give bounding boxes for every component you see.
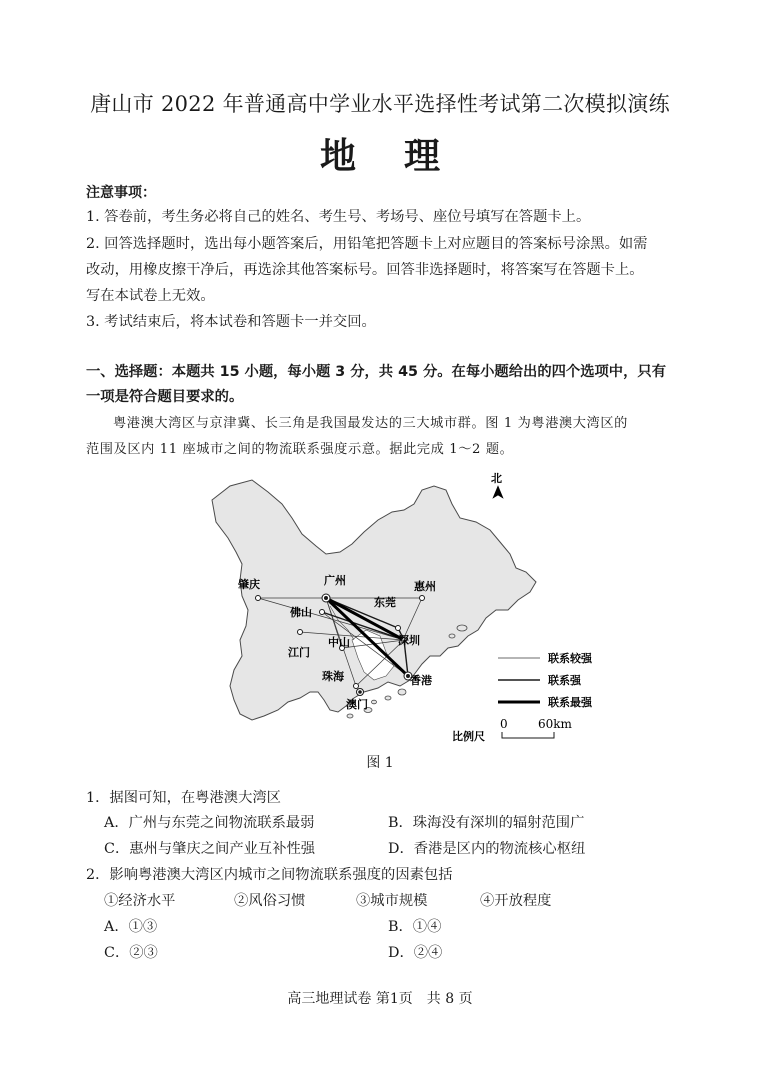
label-zhuhai: 珠海 [322,670,344,683]
label-huizhou: 惠州 [414,580,436,593]
intro-line-2: 范围及区内 11 座城市之间的物流联系强度示意。据此完成 1～2 题。 [86,442,514,457]
intro-line-1: 粤港澳大湾区与京津冀、长三角是我国最发达的三大城市群。图 1 为粤港澳大湾区的 [113,416,628,431]
q1-option-d: D．香港是区内的物流核心枢纽 [388,841,586,857]
label-foshan: 佛山 [290,606,312,619]
marker-huizhou [420,596,425,601]
label-macau: 澳门 [346,698,368,711]
gba-logistics-map [190,460,610,750]
q1-option-c: C．惠州与肇庆之间产业互补性强 [104,841,316,857]
marker-foshan [320,610,325,615]
q2-item-1: ①经济水平 [104,893,176,909]
marker-dongguan [396,626,401,631]
page-footer: 高三地理试卷 第1页 共 8 页 [287,991,473,1007]
figure-caption: 图 1 [366,755,394,771]
notice-line-2: 2. 回答选择题时，选出每小题答案后，用铅笔把答题卡上对应题目的答案标号涂黑。如需 [86,236,648,252]
marker-zhuhai [354,684,359,689]
q2-option-a: A．①③ [104,919,158,935]
section-heading-line-2: 一项是符合题目要求的。 [86,389,244,405]
q1-stem: 1．据图可知，在粤港澳大湾区 [86,790,281,806]
scale-label: 比例尺 [452,730,485,743]
notice-line-5: 3. 考试结束后，将本试卷和答题卡一并交回。 [86,314,376,330]
q2-item-3: ③城市规模 [356,893,428,909]
q2-option-c: C．②③ [104,945,158,961]
label-zhaoqing: 肇庆 [238,578,260,591]
scale-zero: 0 [500,717,508,731]
section-heading-line-1: 一、选择题：本题共 15 小题，每小题 3 分，共 45 分。在每小题给出的四个选项中，只有 [86,364,666,380]
scale-distance: 60km [538,717,572,731]
legend-strong-label: 联系最强 [548,696,592,709]
marker-guangzhou-dot [325,597,328,600]
q2-option-d: D．②④ [388,945,443,961]
north-arrow-icon [493,486,503,498]
notice-heading: 注意事项： [86,185,156,201]
label-hongkong: 香港 [410,674,432,687]
exam-title: 唐山市 2022 年普通高中学业水平选择性考试第二次模拟演练 [90,92,670,116]
q2-option-b: B．①④ [388,919,442,935]
north-label: 北 [491,472,502,485]
q2-item-2: ②风俗习惯 [234,893,306,909]
label-guangzhou: 广州 [324,574,346,587]
label-dongguan: 东莞 [374,596,396,609]
label-zhongshan: 中山 [328,636,350,649]
q2-stem: 2．影响粤港澳大湾区内城市之间物流联系强度的因素包括 [86,867,453,883]
legend-medium-label: 联系强 [548,674,581,687]
label-jiangmen: 江门 [288,646,310,659]
marker-macau-dot [359,691,362,694]
subject-title: 地理 [319,136,488,177]
q2-item-4: ④开放程度 [480,893,552,909]
notice-line-4: 写在本试卷上无效。 [86,288,215,304]
legend-weak-label: 联系较强 [548,652,592,665]
label-shenzhen: 深圳 [398,634,420,647]
scale-bar [502,732,554,738]
q1-option-b: B．珠海没有深圳的辐射范围广 [388,815,585,831]
notice-line-1: 1. 答卷前，考生务必将自己的姓名、考生号、考场号、座位号填写在答题卡上。 [86,209,591,225]
marker-zhaoqing [256,596,261,601]
q1-option-a: A．广州与东莞之间物流联系最弱 [104,815,315,831]
marker-jiangmen [298,630,303,635]
notice-line-3: 改动，用橡皮擦干净后，再选涂其他答案标号。回答非选择题时，将答案写在答题卡上。 [86,262,644,278]
